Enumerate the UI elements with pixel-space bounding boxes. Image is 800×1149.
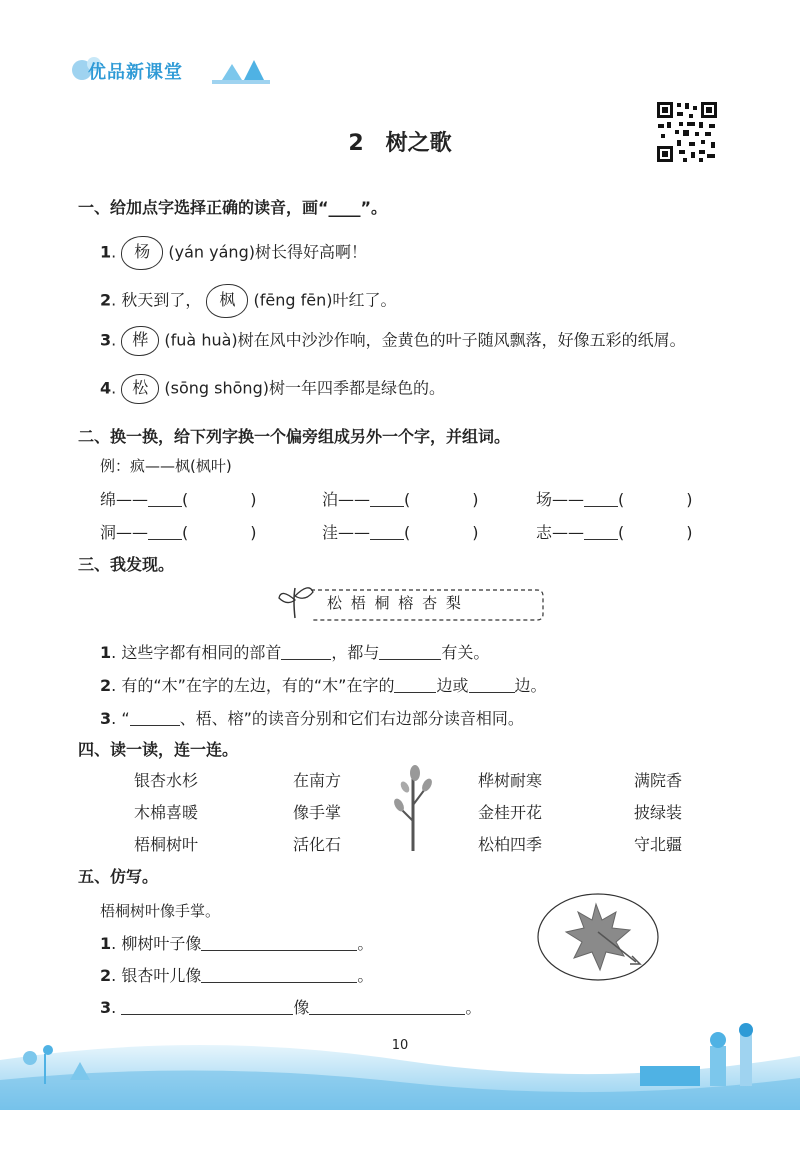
character-box <box>275 580 545 622</box>
match-item[interactable]: 梧桐树叶 <box>134 835 199 854</box>
answer-blank[interactable] <box>148 523 182 540</box>
match-item[interactable]: 桦树耐寒 <box>478 771 543 790</box>
match-item[interactable]: 松柏四季 <box>478 835 543 854</box>
s1-item-1: 1. 杨 (yán yáng)树长得好高啊！ <box>100 236 367 270</box>
pinyin-options[interactable]: (fēng fēn) <box>253 290 333 310</box>
answer-blank[interactable] <box>281 643 331 660</box>
pinyin-options[interactable]: (sōng shōng) <box>164 378 269 398</box>
section1-heading: 一、给加点字选择正确的读音，画“____”。 <box>78 198 388 217</box>
answer-blank[interactable] <box>121 998 293 1015</box>
answer-blank[interactable] <box>584 523 618 540</box>
pinyin-options[interactable]: (fuà huà) <box>164 330 238 350</box>
s2-row-1: 绵—— ( ) <box>100 490 257 509</box>
section2-heading: 二、换一换，给下列字换一个偏旁组成另外一个字，并组词。 <box>78 427 511 446</box>
match-col-4 <box>634 768 682 864</box>
match-item[interactable]: 木棉喜暖 <box>134 803 199 822</box>
footer-decoration-icon <box>0 1020 800 1110</box>
s2-row-2: 泊—— ( ) <box>322 490 479 509</box>
match-col-3 <box>478 768 542 864</box>
section5-heading: 五、仿写。 <box>78 867 159 886</box>
s5-q3: 3. 像 。 <box>100 998 482 1017</box>
page-number: 10 <box>391 1038 409 1053</box>
s3-q2: 2. 有的“木”在字的左边，有的“木”在字的 边或 边。 <box>100 676 547 695</box>
dotted-char-circle: 松 <box>121 374 159 404</box>
qr-code-icon[interactable] <box>655 100 719 164</box>
s1-item-4: 4. 松 (sōng shōng)树一年四季都是绿色的。 <box>100 374 445 404</box>
s2-row-3: 场—— ( ) <box>536 490 693 509</box>
match-col-2 <box>293 768 341 864</box>
s1-item-3: 3. 桦 (fuà huà)树在风中沙沙作响，金黄色的叶子随风飘落，好像五彩的纸屑。 <box>100 326 686 356</box>
dotted-char-circle: 枫 <box>206 284 248 318</box>
lesson-number: 2 <box>348 131 364 156</box>
s3-q3: 3. “ 、梧、榕”的读音分别和它们右边部分读音相同。 <box>100 709 524 728</box>
match-item[interactable]: 满院香 <box>634 771 683 790</box>
answer-blank[interactable] <box>309 998 465 1015</box>
match-item[interactable]: 披绿装 <box>634 803 683 822</box>
s5-example: 梧桐树叶像手掌。 <box>100 902 221 920</box>
s2-example: 例：疯——枫(枫叶) <box>100 457 232 475</box>
answer-blank[interactable] <box>130 709 180 726</box>
section3-heading: 三、我发现。 <box>78 555 175 574</box>
answer-blank[interactable] <box>201 934 357 951</box>
publisher-logo <box>72 50 272 90</box>
section4-heading: 四、读一读，连一连。 <box>78 740 239 759</box>
answer-blank[interactable] <box>370 523 404 540</box>
answer-blank[interactable] <box>469 676 515 693</box>
box-characters: 松 梧 桐 榕 杏 梨 <box>327 594 463 612</box>
tree-branch-icon <box>393 765 433 853</box>
s1-item-2: 2. 秋天到了， 枫 (fēng fēn)叶红了。 <box>100 284 397 318</box>
match-item[interactable]: 像手掌 <box>293 803 342 822</box>
lesson-name: 树之歌 <box>385 131 452 156</box>
logo-text: 优品新课堂 <box>88 62 183 83</box>
answer-blank[interactable] <box>370 490 404 507</box>
answer-blank[interactable] <box>148 490 182 507</box>
s2-row-6: 志—— ( ) <box>536 523 693 542</box>
s5-q1: 1. 柳树叶子像 。 <box>100 934 374 953</box>
s2-row-5: 洼—— ( ) <box>322 523 479 542</box>
maple-leaf-illustration-icon <box>536 892 660 982</box>
match-item[interactable]: 守北疆 <box>634 835 683 854</box>
pinyin-options[interactable]: (yán yáng) <box>168 242 255 262</box>
match-item[interactable]: 在南方 <box>293 771 342 790</box>
match-col-1 <box>134 768 198 864</box>
match-item[interactable]: 活化石 <box>293 835 342 854</box>
dotted-char-circle: 杨 <box>121 236 163 270</box>
match-item[interactable]: 金桂开花 <box>478 803 543 822</box>
answer-blank[interactable] <box>584 490 618 507</box>
match-item[interactable]: 银杏水杉 <box>134 771 199 790</box>
s2-row-4: 洞—— ( ) <box>100 523 257 542</box>
s3-q1: 1. 这些字都有相同的部首 ，都与 有关。 <box>100 643 490 662</box>
dotted-char-circle: 桦 <box>121 326 159 356</box>
answer-blank[interactable] <box>394 676 436 693</box>
s5-q2: 2. 银杏叶儿像 。 <box>100 966 374 985</box>
answer-blank[interactable] <box>379 643 441 660</box>
answer-blank[interactable] <box>201 966 357 983</box>
